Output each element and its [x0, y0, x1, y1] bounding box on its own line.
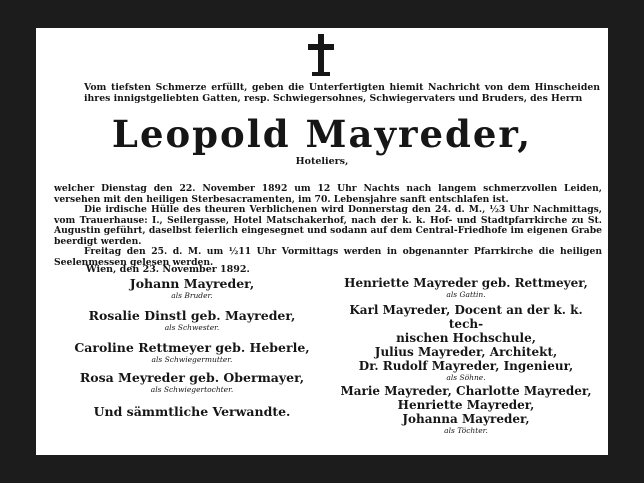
mourner-entry [72, 308, 312, 332]
death-notice: welcher Dienstag den 22. November 1892 um 12 Uhr Nachts nach langem schmerzvollen Leiden, versehen mit den heiligen Sterbesacramenten, im 70. Lebensjahre sanft entschlafen ist. [54, 183, 602, 205]
notice-paper [36, 28, 608, 455]
mourner-relation: als Gattin. [446, 290, 486, 299]
mass-notice: Freitag den 25. d. M. um ½11 Uhr Vormittags werden in obgenannter Pfarrkirche die heiligen Seelenmessen gelesen werden. [54, 246, 602, 268]
mourner-entry [72, 404, 312, 419]
son-line: Karl Mayreder, Docent an der k. k. tech- [349, 303, 583, 331]
mourner-relation: als Söhne. [446, 373, 486, 382]
intro-paragraph: Vom tiefsten Schmerze erfüllt, geben die Unterfertigten hiemit Nachricht von dem Hinscheiden ihres innigstgeliebten Gatten, resp. Schwiegersohnes, Schwiegervaters und Bruders, des Herrn [84, 82, 600, 104]
intro-text [54, 82, 600, 104]
daughter-line: Henriette Mayreder, [397, 398, 535, 412]
mourners-right-column [332, 276, 600, 435]
mourner-relation: als Töchter. [444, 426, 488, 435]
mourner-name: Caroline Rettmeyer geb. Heberle, [74, 340, 310, 355]
mourner-relation: als Schwiegermutter. [151, 355, 233, 364]
son-line: Julius Mayreder, Architekt, [374, 345, 558, 359]
mourner-entry [332, 276, 600, 299]
mourner-name: Johann Mayreder, [129, 276, 255, 291]
mourners-left-column [72, 276, 312, 419]
funeral-notice: Die irdische Hülle des theuren Verblichenen wird Donnerstag den 24. d. M., ½3 Uhr Nachmittags, vom Trauerhause: I., Seilergasse, Hotel Matschakerhof, nach der k. k. Hof- und Stadtpfarrkirche zu St. Augustin geführt, daselbst feierlich eingesegnet und sodann auf dem Central-Friedhofe im eigenen Grabe beerdigt werden. [54, 204, 602, 247]
notice-body [54, 184, 602, 268]
place-date: Wien, den 23. November 1892. [86, 264, 250, 275]
mourner-entry [72, 340, 312, 364]
deceased-profession: Hoteliers, [295, 156, 349, 167]
deceased-name: Leopold Mayreder, [111, 112, 533, 156]
mourner-relation: als Bruder. [171, 291, 213, 300]
mourner-name: Rosa Meyreder geb. Obermayer, [79, 370, 305, 385]
mourner-entry [72, 370, 312, 394]
son-line: nischen Hochschule, [396, 331, 536, 345]
mourner-relation: als Schwiegertochter. [150, 385, 234, 394]
daughter-line: Johanna Mayreder, [402, 412, 530, 426]
son-line: Dr. Rudolf Mayreder, Ingenieur, [358, 359, 574, 373]
sons-group [332, 303, 600, 382]
mourner-entry [72, 276, 312, 300]
cross-icon [304, 32, 338, 80]
relatives-line: Und sämmtliche Verwandte. [93, 404, 291, 419]
mourner-name: Rosalie Dinstl geb. Mayreder, [88, 308, 296, 323]
mourner-name: Henriette Mayreder geb. Rettmeyer, [344, 276, 588, 290]
mourner-relation: als Schwester. [164, 323, 220, 332]
daughter-line: Marie Mayreder, Charlotte Mayreder, [340, 384, 592, 398]
daughters-group [332, 384, 600, 435]
